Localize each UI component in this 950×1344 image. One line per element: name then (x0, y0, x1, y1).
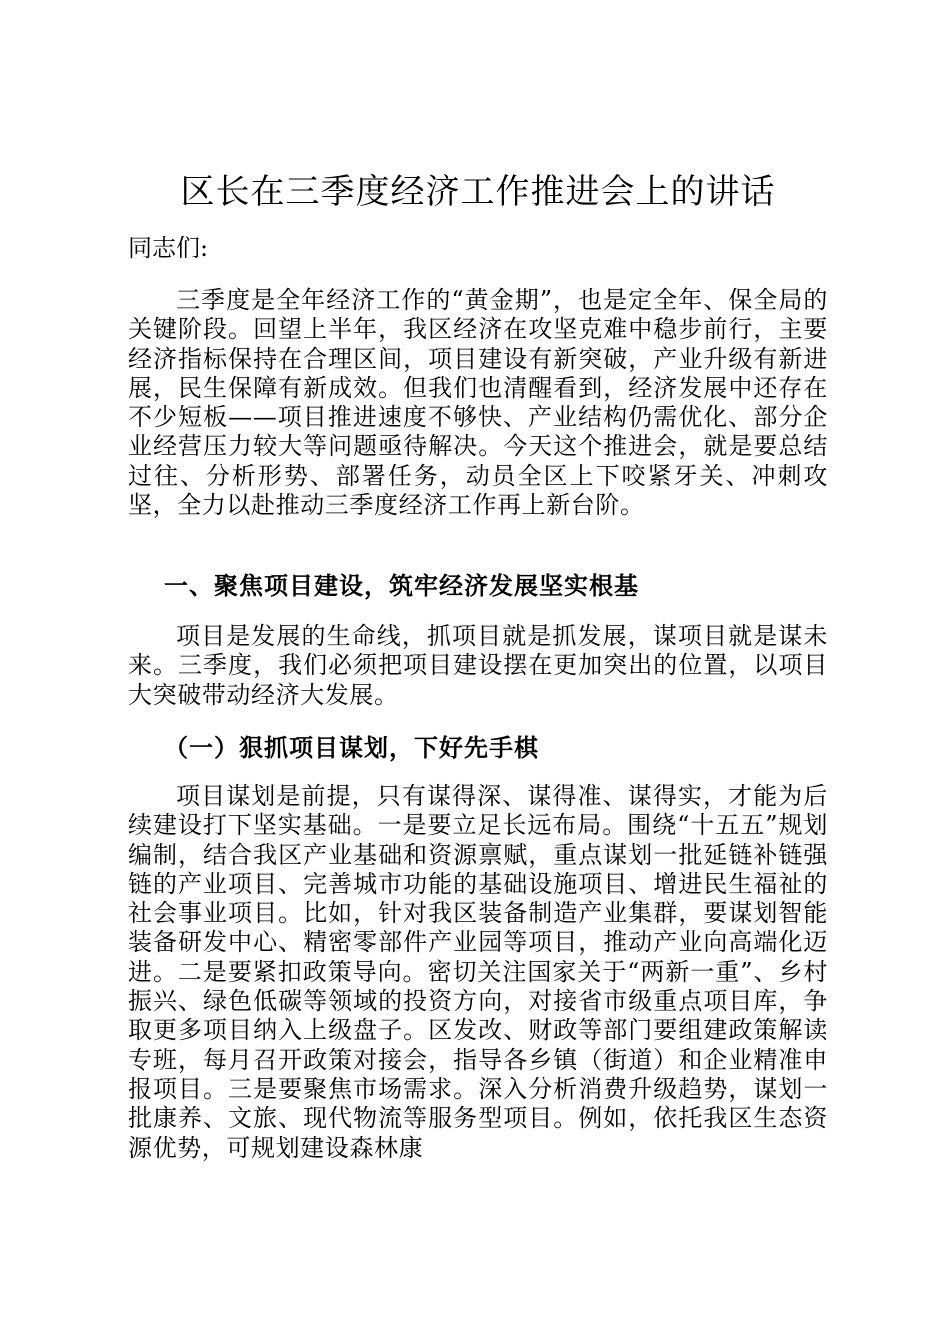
document-title: 区长在三季度经济工作推进会上的讲话 (180, 172, 776, 212)
section-heading-1: 一、聚焦项目建设，筑牢经济发展坚实根基 (164, 571, 639, 600)
section-1-paragraph: 项目是发展的生命线，抓项目就是抓发展，谋项目就是谋未来。三季度，我们必须把项目建设摆在更加突出的位置，以项目大突破带动经济大发展。 (128, 622, 828, 709)
subsection-1-paragraph: 项目谋划是前提，只有谋得深、谋得准、谋得实，才能为后续建设打下坚实基础。一是要立足长远布局。围绕“十五五”规划编制，结合我区产业基础和资源禀赋，重点谋划一批延链补链强链的产业项目、完善城市功能的基础设施项目、增进民生福祉的社会事业项目。比如，针对我区装备制造产业集群，要谋划智能装备研发中心、精密零部件产业园等项目，推动产业向高端化迈进。二是要紧扣政策导向。密切关注国家关于“两新一重”、乡村振兴、绿色低碳等领域的投资方向，对接省市级重点项目库，争取更多项目纳入上级盘子。区发改、财政等部门要组建政策解读专班，每月召开政策对接会，指导各乡镇（街道）和企业精准申报项目。三是要聚焦市场需求。深入分析消费升级趋势，谋划一批康养、文旅、现代物流等服务型项目。例如，依托我区生态资源优势，可规划建设森林康 (128, 782, 828, 1162)
subsection-heading-1: （一）狠抓项目谋划，下好先手棋 (164, 733, 539, 762)
intro-paragraph: 三季度是全年经济工作的“黄金期”，也是定全年、保全局的关键阶段。回望上半年，我区经济在攻坚克难中稳步前行，主要经济指标保持在合理区间，项目建设有新突破，产业升级有新进展，民生保障有新成效。但我们也清醒看到，经济发展中还存在不少短板——项目推进速度不够快、产业结构仍需优化、部分企业经营压力较大等问题亟待解决。今天这个推进会，就是要总结过往、分析形势、部署任务，动员全区上下咬紧牙关、冲刺攻坚，全力以赴推动三季度经济工作再上新台阶。 (128, 286, 828, 520)
greeting: 同志们: (128, 234, 209, 262)
